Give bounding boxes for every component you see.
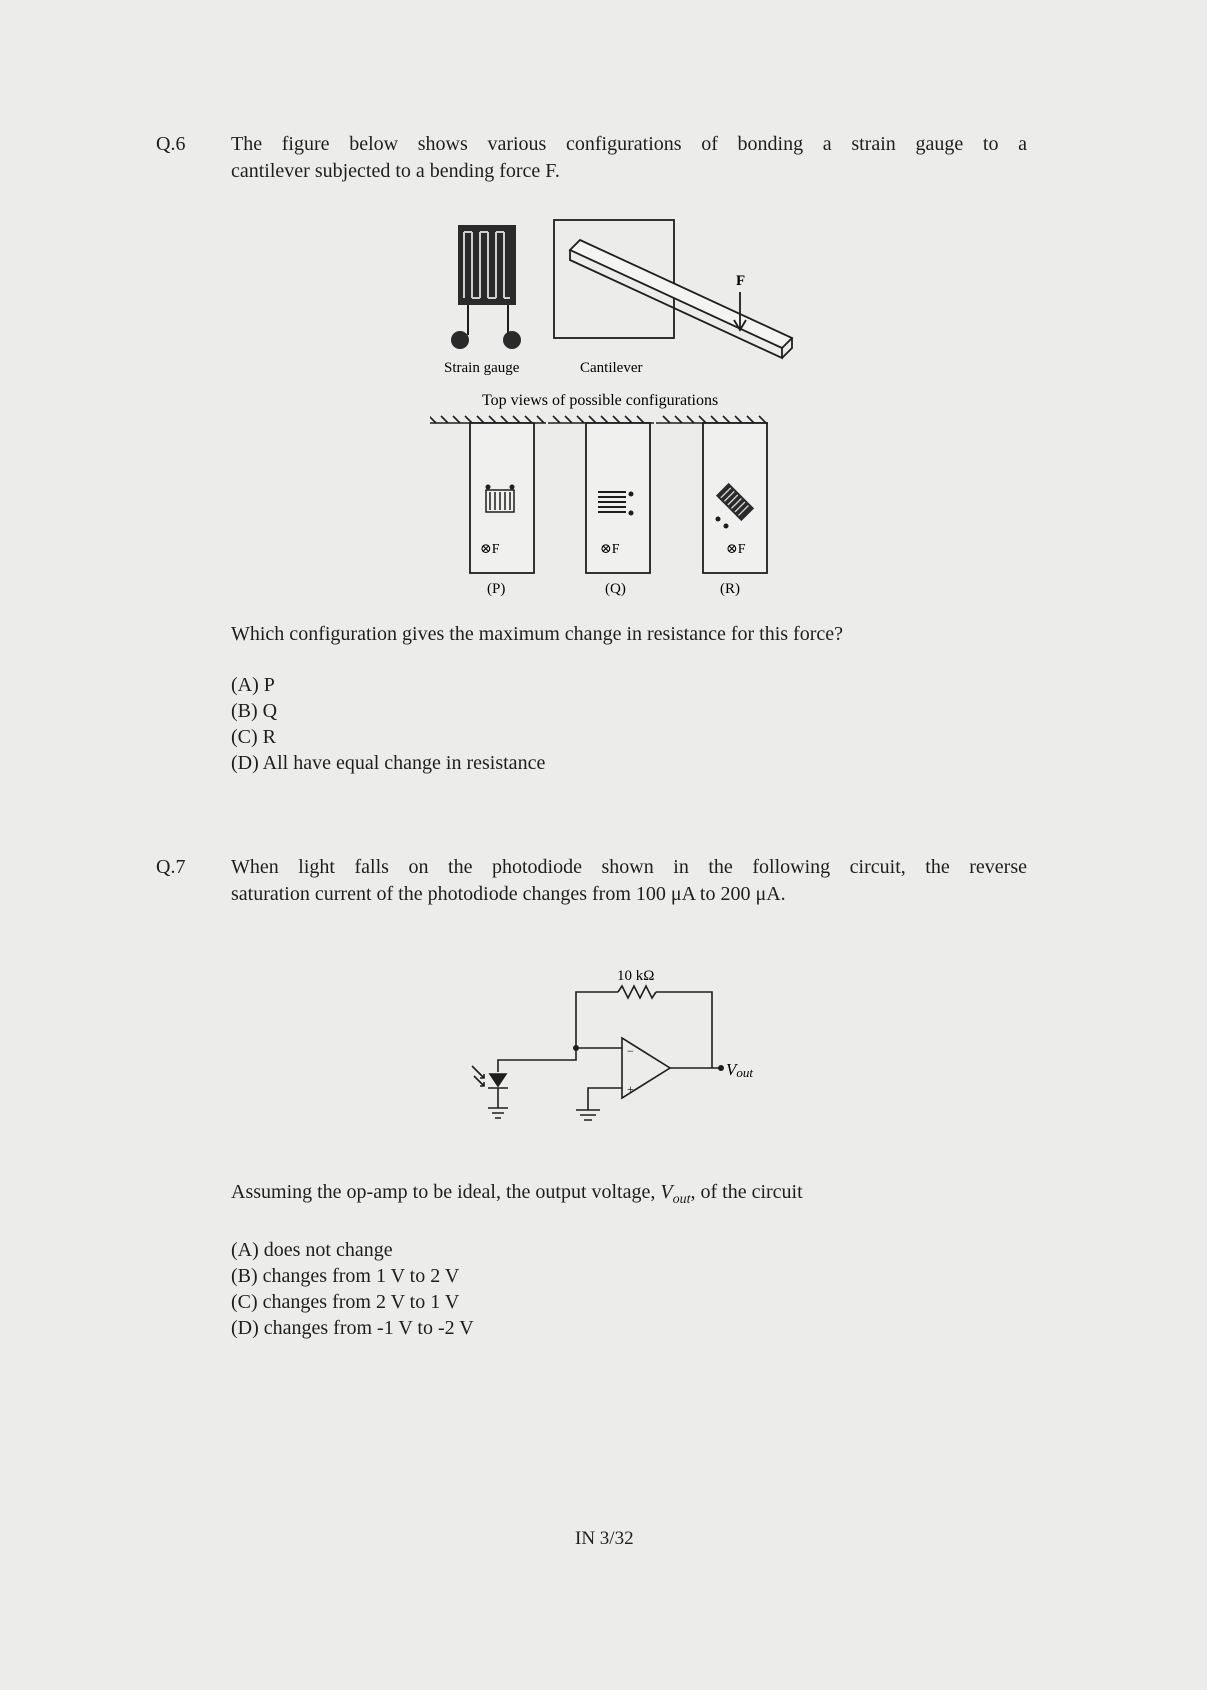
config-label-p: (P) <box>487 581 506 597</box>
option-b: (B) changes from 1 V to 2 V <box>231 1265 460 1287</box>
cantilever-drawing <box>554 220 792 358</box>
photodiode-circuit <box>470 960 810 1130</box>
config-label-q: (Q) <box>605 581 626 597</box>
force-mark-r: ⊗F <box>726 542 746 557</box>
fixed-support <box>430 416 768 423</box>
force-mark-p: ⊗F <box>480 542 500 557</box>
option-d: (D) All have equal change in resistance <box>231 752 546 774</box>
resistor-label: 10 kΩ <box>617 968 655 984</box>
question-stem-line: When light falls on the photodiode shown in the following circuit, the reverse <box>231 856 1027 878</box>
option-b: (B) Q <box>231 700 278 722</box>
page-footer: IN 3/32 <box>575 1528 634 1549</box>
question-stem-line: The figure below shows various configurations of bonding a strain gauge to a <box>231 133 1027 155</box>
option-a: (A) P <box>231 674 275 696</box>
option-c: (C) R <box>231 726 276 748</box>
question-prompt: Which configuration gives the maximum change in resistance for this force? <box>231 623 844 645</box>
noninverting-input-sign: + <box>627 1082 634 1096</box>
option-d: (D) changes from -1 V to -2 V <box>231 1317 474 1339</box>
force-mark-q: ⊗F <box>600 542 620 557</box>
strain-gauge-drawing <box>451 225 521 349</box>
option-c: (C) changes from 2 V to 1 V <box>231 1291 460 1313</box>
figure-caption: Top views of possible configurations <box>482 392 719 409</box>
question-stem-line: cantilever subjected to a bending force F. <box>231 160 560 182</box>
strain-gauge-figure <box>430 210 810 605</box>
option-a: (A) does not change <box>231 1239 393 1261</box>
config-label-r: (R) <box>720 581 740 597</box>
question-number: Q.6 <box>156 133 186 155</box>
inverting-input-sign: − <box>627 1044 634 1058</box>
cantilever-label: Cantilever <box>580 360 643 376</box>
output-label: Vout <box>726 1060 754 1080</box>
question-stem-line: saturation current of the photodiode changes from 100 μA to 200 μA. <box>231 883 786 905</box>
strain-gauge-label: Strain gauge <box>444 360 520 376</box>
force-label: F <box>736 273 746 289</box>
question-prompt: Assuming the op-amp to be ideal, the output voltage, $V_{out}$, of the circuit <box>231 1181 803 1207</box>
question-number: Q.7 <box>156 856 186 878</box>
